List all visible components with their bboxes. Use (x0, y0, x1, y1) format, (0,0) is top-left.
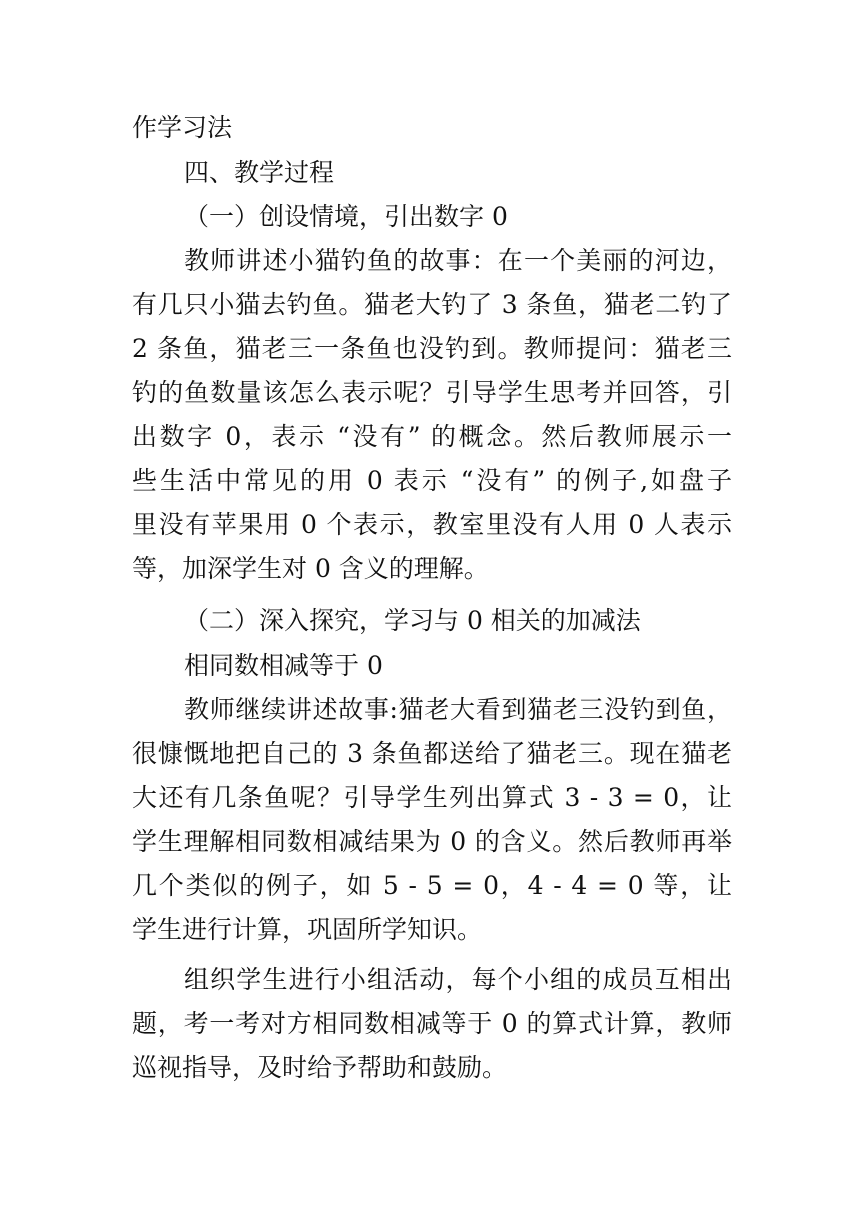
paragraph-line: 很慷慨地把自己的 3 条鱼都送给了猫老三。现在猫老 (132, 739, 732, 768)
text-line: 作学习法 (132, 113, 233, 142)
paragraph-line: 组织学生进行小组活动，每个小组的成员互相出 (184, 965, 732, 994)
subsection-heading-1 (184, 199, 784, 234)
paragraph-line: 教师讲述小猫钓鱼的故事：在一个美丽的河边， (184, 246, 732, 275)
paragraph-line: 学生进行计算，巩固所学知识。 (132, 915, 483, 944)
paragraph-line: 大还有几条鱼呢？引导学生列出算式 3 - 3 = 0，让 (132, 783, 732, 812)
paragraph-line: 出数字 0，表示 “没有” 的概念。然后教师展示一 (132, 422, 732, 451)
topic-heading (184, 648, 784, 683)
paragraph-line: 巡视指导，及时给予帮助和鼓励。 (132, 1053, 508, 1082)
paragraph-line: 等，加深学生对 0 含义的理解。 (132, 554, 489, 583)
subsection-heading-2 (184, 603, 784, 638)
heading-text: （二）深入探究，学习与 0 相关的加减法 (184, 606, 641, 635)
continuation-line (132, 110, 732, 145)
paragraph-line: 些生活中常见的用 0 表示 “没有” 的例子,如盘子 (132, 466, 732, 495)
heading-text: 相同数相减等于 0 (184, 651, 383, 680)
section-heading (184, 155, 784, 190)
paragraph-line: 钓的鱼数量该怎么表示呢？引导学生思考并回答，引 (132, 378, 732, 407)
paragraph-line: 教师继续讲述故事:猫老大看到猫老三没钓到鱼， (184, 695, 732, 724)
heading-text: 四、教学过程 (184, 158, 335, 187)
paragraph-line: 里没有苹果用 0 个表示，教室里没有人用 0 人表示 (132, 510, 732, 539)
paragraph-line: 题，考一考对方相同数相减等于 0 的算式计算，教师 (132, 1009, 732, 1038)
paragraph-subtraction (132, 692, 732, 947)
paragraph-line: 有几只小猫去钓鱼。猫老大钓了 3 条鱼，猫老二钓了 (132, 290, 732, 319)
paragraph-line: 2 条鱼，猫老三一条鱼也没钓到。教师提问：猫老三 (132, 334, 732, 363)
paragraph-story-intro (132, 243, 732, 586)
paragraph-group-activity (132, 962, 732, 1085)
paragraph-line: 几个类似的例子，如 5 - 5 = 0，4 - 4 = 0 等，让 (132, 871, 732, 900)
heading-text: （一）创设情境，引出数字 0 (184, 202, 508, 231)
paragraph-line: 学生理解相同数相减结果为 0 的含义。然后教师再举 (132, 827, 732, 856)
